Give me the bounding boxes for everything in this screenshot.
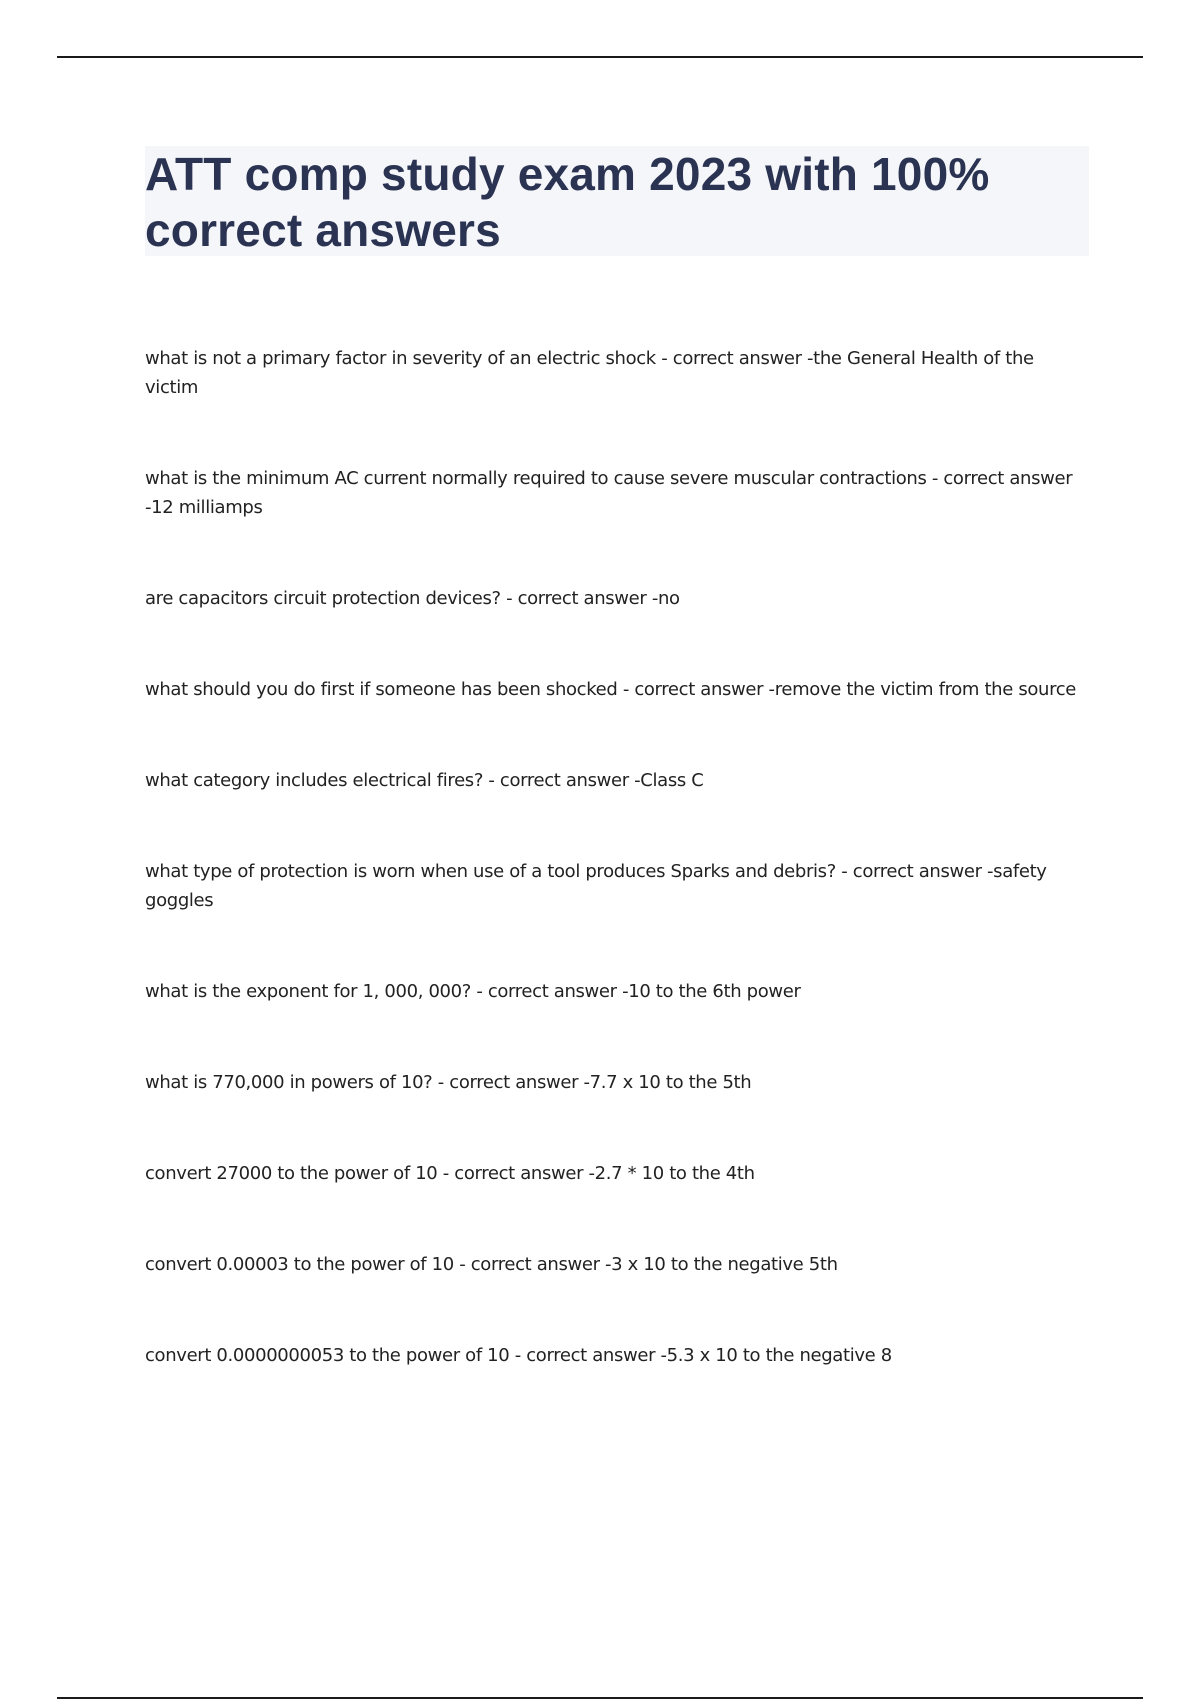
question-item: what type of protection is worn when use of a tool produces Sparks and debris? - correct answer -safety goggles (145, 861, 1047, 911)
question-item: convert 0.00003 to the power of 10 - correct answer -3 x 10 to the negative 5th (145, 1254, 838, 1275)
page-title: ATT comp study exam 2023 with 100% correct answers (145, 148, 990, 256)
question-item: what is the minimum AC current normally required to cause severe muscular contractions - correct answer -12 milliamps (145, 468, 1073, 518)
question-item: what category includes electrical fires? - correct answer -Class C (145, 770, 704, 791)
question-item: what is the exponent for 1, 000, 000? - correct answer -10 to the 6th power (145, 981, 801, 1002)
footer-rule (57, 1697, 1143, 1699)
question-item: what is 770,000 in powers of 10? - correct answer -7.7 x 10 to the 5th (145, 1072, 752, 1093)
question-list (145, 344, 1089, 1370)
question-item: convert 27000 to the power of 10 - correct answer -2.7 * 10 to the 4th (145, 1163, 755, 1184)
header-rule (57, 56, 1143, 58)
question-item: what should you do first if someone has been shocked - correct answer -remove the victim from the source (145, 679, 1077, 700)
title-banner (145, 146, 1089, 256)
question-item: what is not a primary factor in severity of an electric shock - correct answer -the General Health of the victim (145, 348, 1034, 398)
question-item: convert 0.0000000053 to the power of 10 - correct answer -5.3 x 10 to the negative 8 (145, 1345, 892, 1366)
question-item: are capacitors circuit protection devices? - correct answer -no (145, 588, 680, 609)
